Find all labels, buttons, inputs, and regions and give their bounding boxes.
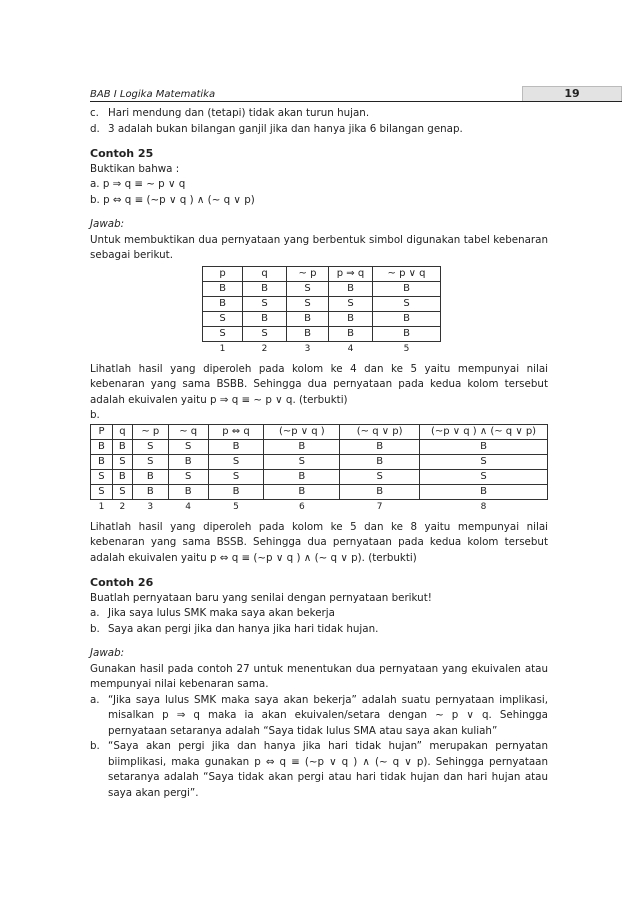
table-cell: B [91,454,113,469]
table-row [91,484,548,499]
table-index-row [203,341,441,356]
list-marker: a. [90,607,100,619]
column-index: 3 [304,343,311,354]
table-cell: B [208,439,264,454]
contoh25-intro: Buktikan bahwa : [90,162,180,175]
table-cell: S [208,454,264,469]
table-cell: B [112,469,132,484]
table-cell: B [168,454,208,469]
list-item [90,606,548,622]
table-cell: B [264,469,340,484]
table-cell: B [420,439,548,454]
table-cell: S [91,469,113,484]
table-cell: S [168,439,208,454]
column-index: 6 [298,501,305,512]
table-cell: B [287,311,329,326]
table-cell: B [264,439,340,454]
contoh25-para1: Untuk membuktikan dua pernyataan yang berbentuk simbol digunakan tabel kebenaran sebagai berikut. [90,233,548,261]
table-row [203,311,441,326]
contoh25-a: a. p ⇒ q ≡ ~ p ∨ q [90,178,186,190]
chapter-title: BAB I Logika Matematika [90,89,216,100]
table-cell: S [132,439,168,454]
contoh25-b-label: b. [90,409,100,421]
truth-table-1 [202,266,441,356]
table-cell: S [203,311,243,326]
table-cell: S [168,469,208,484]
table-cell: S [203,326,243,341]
contoh25-para3: Lihatlah hasil yang diperoleh pada kolom ke 5 dan ke 8 yaitu mempunyai nilai kebenaran yang sama BSSB. Sehingga dua pernyataan pada kedua kolom tersebut adalah ekuivalen yaitu p ⇔ q ≡ (~p ∨ q ) ∧ (~ q ∨ p). (terbukti) [90,520,548,564]
table-cell: S [112,484,132,499]
list-marker: d. [90,122,100,135]
table-cell: S [287,281,329,296]
contoh26-intro: Buatlah pernyataan baru yang senilai dengan pernyataan berikut! [90,591,432,604]
table-cell: B [203,296,243,311]
table-header-row [91,424,548,439]
table-cell: S [132,454,168,469]
table-header-cell: (~ q ∨ p) [340,424,420,439]
table-cell: S [373,296,441,311]
table-cell: B [208,484,264,499]
table-header-row [203,266,441,281]
column-index: 8 [480,501,487,512]
table-header-cell: p [203,266,243,281]
table-cell: B [329,311,373,326]
table-cell: B [203,281,243,296]
table-cell: B [373,311,441,326]
table-cell: B [243,311,287,326]
table-cell: S [243,296,287,311]
table-header-cell: p ⇔ q [208,424,264,439]
list-text: Saya akan pergi jika dan hanya jika hari tidak hujan. [108,622,379,635]
list-item [90,106,548,122]
table-cell: S [243,326,287,341]
page-number: 19 [522,86,622,101]
list-text: “Jika saya lulus SMK maka saya akan bekerja” adalah suatu pernyataan implikasi, misalkan p ⇒ q maka ia akan ekuivalen/setara dengan ~ p ∨ q. Sehingga pernyataan setaranya adalah “Saya tidak lulus SMA atau saya akan kuliah” [108,693,548,737]
table-header-cell: (~p ∨ q ) ∧ (~ q ∨ p) [420,424,548,439]
page-header [90,86,622,102]
jawab-label: Jawab: [90,647,125,659]
table-row [203,281,441,296]
list-text: Jika saya lulus SMK maka saya akan bekerja [108,607,335,619]
list-text: Hari mendung dan (tetapi) tidak akan turun hujan. [108,107,370,119]
table-cell: B [329,326,373,341]
table-cell: B [420,484,548,499]
table-header-cell: ~ p [287,266,329,281]
column-index: 5 [403,343,410,354]
table-cell: S [208,469,264,484]
list-text: “Saya akan pergi jika dan hanya jika hari tidak hujan” merupakan pernyatan biimplikasi, maka gunakan p ⇔ q ≡ (~p ∨ q ) ∧ (~ q ∨ p). Sehingga pernyataan setaranya adalah “Saya tidak akan pergi atau hari tidak hujan dan hari hujan atau saya akan pergi”. [108,740,548,799]
list-item [90,122,548,138]
table-cell: B [340,454,420,469]
table-cell: B [340,439,420,454]
table-cell: B [340,484,420,499]
list-marker: c. [90,107,99,119]
column-index: 4 [185,501,192,512]
table-cell: S [420,469,548,484]
table-cell: S [420,454,548,469]
table-cell: B [112,439,132,454]
table-cell: B [329,281,373,296]
table-row [203,296,441,311]
column-index: 2 [119,501,126,512]
column-index: 7 [376,501,383,512]
contoh25-para2: Lihatlah hasil yang diperoleh pada kolom ke 4 dan ke 5 yaitu mempunyai nilai kebenaran yang sama BSBB. Sehingga dua pernyataan pada kedua kolom tersebut adalah ekuivalen yaitu p ⇒ q ≡ ~ p ∨ q. (terbukti) [90,362,548,406]
list-marker: b. [90,622,100,635]
table-cell: B [132,469,168,484]
contoh26-para: Gunakan hasil pada contoh 27 untuk menentukan dua pernyataan yang ekuivalen atau mempunyai nilai kebenaran sama. [90,662,548,690]
column-index: 3 [147,501,154,512]
table-cell: S [329,296,373,311]
contoh25-heading: Contoh 25 [90,147,154,160]
table-cell: B [373,281,441,296]
column-index: 5 [233,501,239,512]
column-index: 1 [98,501,105,512]
table-cell: B [264,484,340,499]
table-cell: B [168,484,208,499]
list-item [90,739,548,801]
table-row [203,326,441,341]
table-cell: B [91,439,113,454]
table-header-cell: P [91,424,113,439]
table-header-cell: ~ p ∨ q [373,266,441,281]
table-cell: S [287,296,329,311]
table-header-cell: q [243,266,287,281]
column-index: 1 [219,343,226,354]
jawab-label: Jawab: [90,218,125,230]
table-row [91,469,548,484]
table-cell: S [91,484,113,499]
table-cell: S [340,469,420,484]
contoh25-b: b. p ⇔ q ≡ (~p ∨ q ) ∧ (~ q ∨ p) [90,193,255,206]
table-row [91,454,548,469]
table-cell: B [243,281,287,296]
list-item [90,622,548,638]
contoh26-heading: Contoh 26 [90,576,154,589]
table-cell: S [112,454,132,469]
table-header-cell: ~ p [132,424,168,439]
truth-table-2 [90,424,548,514]
table-cell: B [373,326,441,341]
list-item [90,693,548,740]
table-header-cell: (~p ∨ q ) [264,424,340,439]
table-row [91,439,548,454]
column-index: 2 [261,343,268,354]
page-content [90,106,548,801]
table-cell: S [264,454,340,469]
list-marker: b. [90,740,100,752]
list-text: 3 adalah bukan bilangan ganjil jika dan hanya jika 6 bilangan genap. [108,122,463,135]
table-index-row [91,499,548,514]
column-index: 4 [347,343,354,354]
table-header-cell: p ⇒ q [329,266,373,281]
list-marker: a. [90,693,100,706]
table-cell: B [287,326,329,341]
table-header-cell: q [112,424,132,439]
table-cell: B [132,484,168,499]
table-header-cell: ~ q [168,424,208,439]
